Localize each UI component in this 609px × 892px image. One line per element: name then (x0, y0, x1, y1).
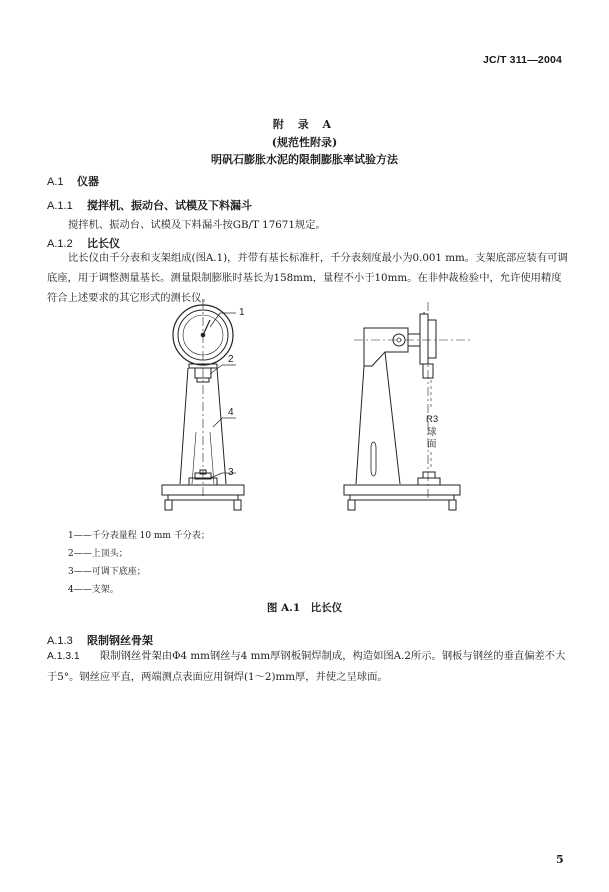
section-a12-text: 比长仪由千分表和支架组成(图A.1)，并带有基长标准杆，千分表刻度最小为0.001 mm。支架底部应装有可调底座，用于调整测量基长。测量限制膨胀时基长为158mm，量程不小于10mm。在非仲裁检验中，允许使用精度符合上述要求的其它形式的测长仪。 (47, 252, 568, 304)
section-a131-number: A.1.3.1 (47, 651, 80, 662)
standard-number: JC/T 311—2004 (483, 54, 563, 66)
appendix-type: (规范性附录) (271, 136, 338, 149)
page-number: 5 (556, 853, 564, 866)
section-a13-title: 限制钢丝骨架 (87, 634, 153, 647)
legend-item-4: 4——支架。 (68, 585, 119, 595)
legend-item-3: 3——可调下底座； (68, 567, 146, 577)
appendix-title: 附 录 A (272, 118, 337, 131)
section-a11-number: A.1.1 (47, 200, 73, 212)
sphere-label-2: 面 (427, 439, 437, 450)
legend-item-2: 2——上顶头； (68, 549, 128, 559)
section-a11-title: 搅拌机、振动台、试模及下料漏斗 (87, 199, 252, 212)
section-a1-title: 仪器 (77, 175, 99, 188)
legend-item-1: 1——千分表量程 10 mm 千分表； (68, 531, 210, 541)
figure-caption: 图 A.1 比长仪 (266, 602, 343, 614)
section-a1-number: A.1 (47, 176, 64, 188)
right-view-drawing (344, 302, 470, 510)
appendix-subtitle: 明矾石膨胀水泥的限制膨胀率试验方法 (211, 153, 398, 166)
section-a11-heading (47, 197, 252, 213)
callout-2: 2 (228, 354, 234, 365)
section-a11-text: 搅拌机、振动台、试模及下料漏斗按GB/T 17671规定。 (68, 219, 326, 231)
callout-3: 3 (228, 467, 234, 478)
section-a13-number: A.1.3 (47, 635, 73, 647)
comparator-figure (0, 296, 609, 518)
section-a131-text: 限制钢丝骨架由Φ4 mm钢丝与4 mm厚钢板铜焊制成，构造如图A.2所示。钢板与钢丝的垂直偏差不大于5°。钢丝应平直，两端测点表面应用铜焊(1～2)mm厚，并使之呈球面。 (47, 650, 566, 683)
section-a1-heading (47, 173, 99, 189)
left-view-drawing (162, 300, 244, 510)
section-a131-paragraph (47, 646, 569, 687)
r3-label: R3 (426, 414, 439, 425)
callout-4: 4 (228, 407, 234, 418)
sphere-label-1: 球 (427, 427, 437, 438)
section-a12-number: A.1.2 (47, 238, 73, 250)
section-a12-title: 比长仪 (87, 237, 120, 250)
callout-1: 1 (239, 307, 245, 318)
